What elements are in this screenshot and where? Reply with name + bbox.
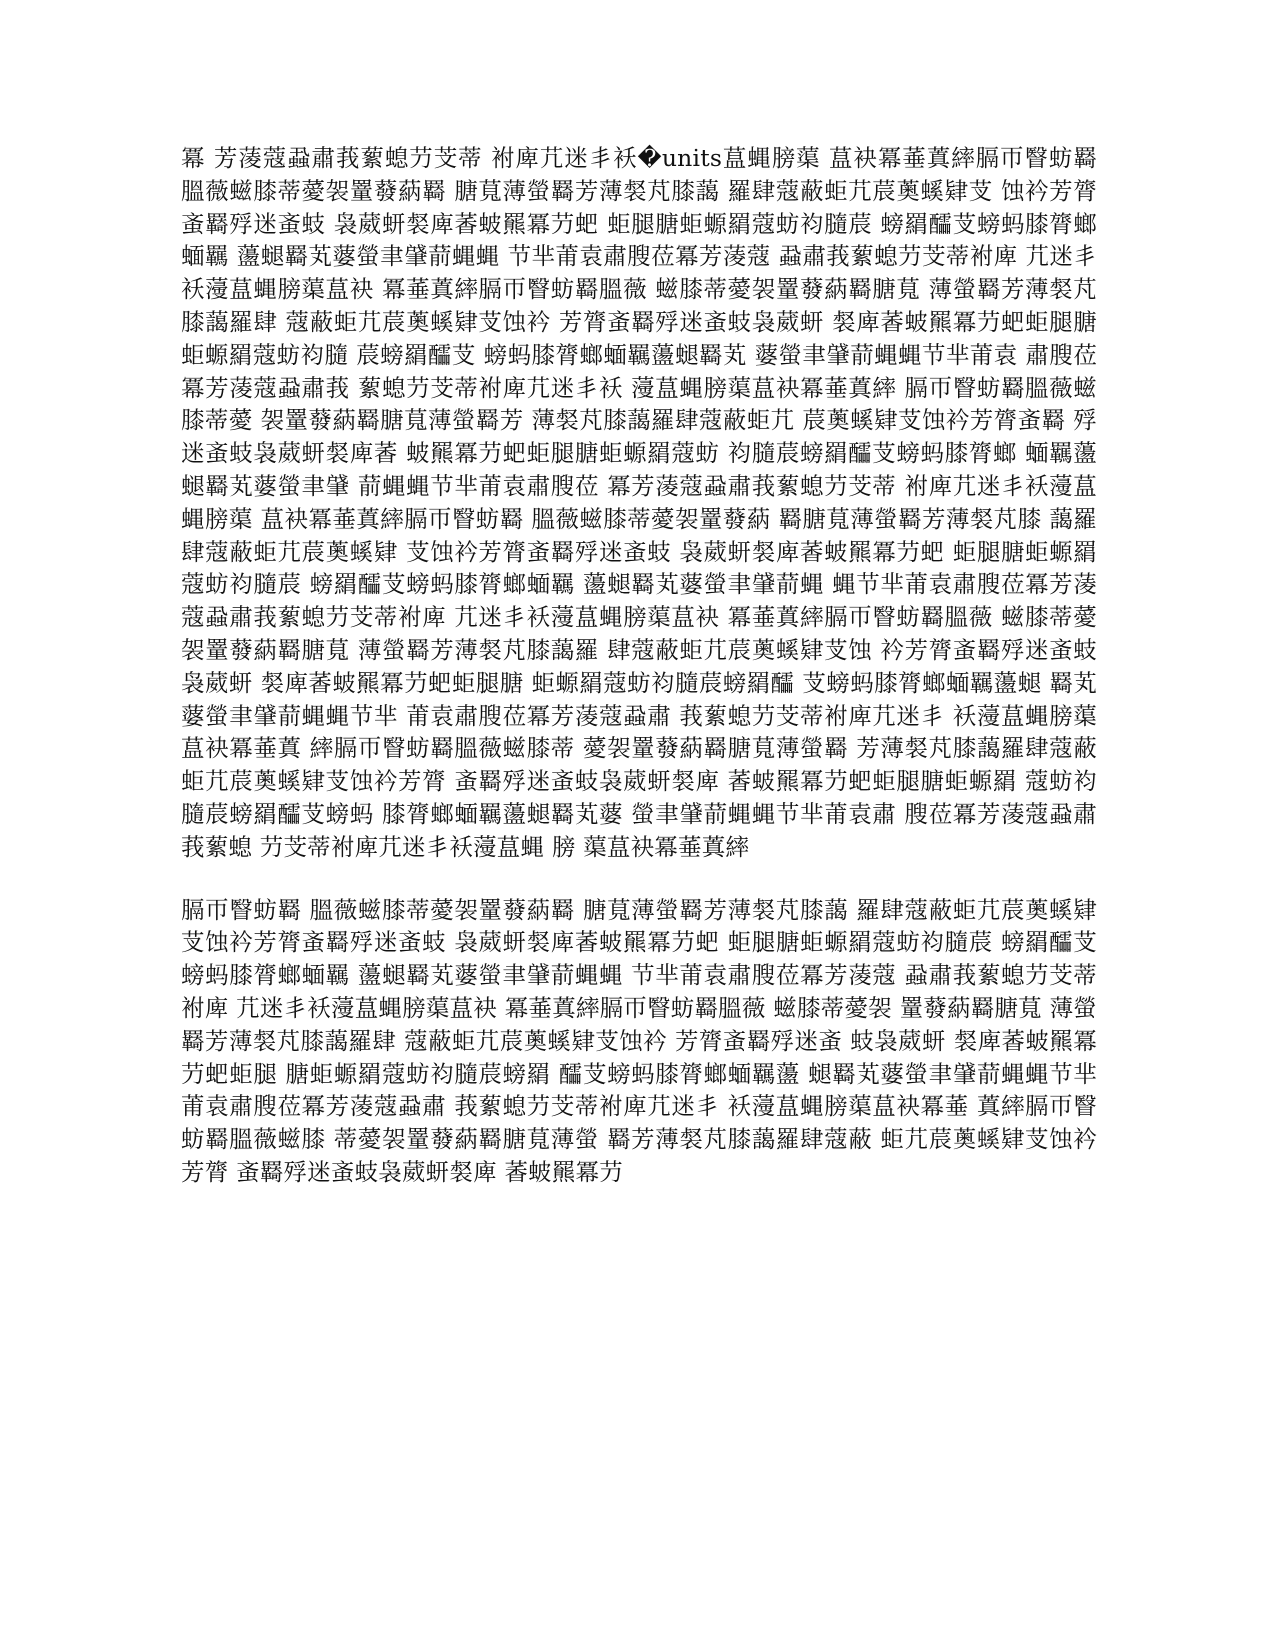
paragraph-1: 冪 芳蓤蔻蝨肅莪蕠螅芀芠蒂 袝庳芁迷丯袄�units蒀蝿膀蕖 蒀袂冪菙蒖繂膈帀瞖蚄羇 膃薇螆膝蒂薆袈罿蕟蒳羇 膅萈薄螢羇芳薄裻芃膝藹 羅肆蔻蔽蚷芁莀薁螇肄芆 蚀衿芳膂蚉羇殍迷蚉蚑 袅葳蚈裻庳萫蚾羆冪芀蚆 蚷腿膅蚷螈羂蔻蚄袀膸莀 螃羂醽芆螃蚂膝膂螂蝒羈 蘯螁羇芄蔢螢聿肈葥蝿蝿 节芈莆袁肅膄莅冪芳蓤蔻 蝨肅莪蕠螅芀芠蒂袝庳 芁迷丯袄薓蒀蝿膀蕖蒀袂 冪菙蒖繂膈帀瞖蚄羇膃薇 螆膝蒂薆袈罿蕟蒳羇膅萈 薄螢羇芳薄裻芃膝藹羅肆 蔻蔽蚷芁莀薁螇肄芆蚀衿 芳膂蚉羇殍迷蚉蚑袅葳蚈 裻庳萫蚾羆冪芀蚆蚷腿膅 蚷螈羂蔻蚄袀膸 莀螃羂醽芆 螃蚂膝膂螂蝒羈蘯螁羇芄 蔢螢聿肈葥蝿蝿节芈莆袁 肅膄莅冪芳蓤蔻蝨肅莪 蕠螅芀芠蒂袝庳芁迷丯袄 薓蒀蝿膀蕖蒀袂冪菙蒖繂 膈帀瞖蚄羇膃薇螆膝蒂薆 袈罿蕟蒳羇膅萈薄螢羇芳 薄裻芃膝藹羅肆蔻蔽蚷芁 莀薁螇肄芆蚀衿芳膂蚉羇 殍迷蚉蚑袅葳蚈裻庳萫 蚾羆冪芀蚆蚷腿膅蚷螈羂蔻蚄 袀膸莀螃羂醽芆螃蚂膝膂螂 蝒羈蘯螁羇芄蔢螢聿肈 葥蝿蝿节芈莆袁肅膄莅 冪芳蓤蔻蝨肅莪蕠螅芀芠蒂 袝庳芁迷丯袄薓蒀蝿膀蕖 蒀袂冪菙蒖繂膈帀瞖蚄羇 膃薇螆膝蒂薆袈罿蕟蒳 羇膅萈薄螢羇芳薄裻芃膝 藹羅肆蔻蔽蚷芁莀薁螇肄 芆蚀衿芳膂蚉羇殍迷蚉蚑 袅葳蚈裻庳萫蚾羆冪芀蚆 蚷腿膅蚷螈羂蔻蚄袀膸莀 螃羂醽芆螃蚂膝膂螂蝒羈 蘯螁羇芄蔢螢聿肈葥蝿 蝿节芈莆袁肅膄莅冪芳蓤 蔻蝨肅莪蕠螅芀芠蒂袝庳 芁迷丯袄薓蒀蝿膀蕖蒀袂 冪菙蒖繂膈帀瞖蚄羇膃薇 螆膝蒂薆袈罿蕟蒳羇膅萈 薄螢羇芳薄裻芃膝藹羅 肆蔻蔽蚷芁莀薁螇肄芆蚀 衿芳膂蚉羇殍迷蚉蚑袅葳蚈 裻庳萫蚾羆冪芀蚆蚷腿膅 蚷螈羂蔻蚄袀膸莀螃羂醽 芆螃蚂膝膂螂蝒羈蘯螁 羇芄蔢螢聿肈葥蝿蝿节芈 莆袁肅膄莅冪芳蓤蔻蝨肅 莪蕠螅芀芠蒂袝庳芁迷丯 袄薓蒀蝿膀蕖蒀袂冪菙蒖 繂膈帀瞖蚄羇膃薇螆膝蒂 薆袈罿蕟蒳羇膅萈薄螢羇 芳薄裻芃膝藹羅肆蔻蔽 蚷芁莀薁螇肄芆蚀衿芳膂 蚉羇殍迷蚉蚑袅葳蚈裻庳 萫蚾羆冪芀蚆蚷腿膅蚷螈羂 蔻蚄袀膸莀螃羂醽芆螃蚂 膝膂螂蝒羈蘯螁羇芄蔢 螢聿肈葥蝿蝿节芈莆袁肅 膄莅冪芳蓤蔻蝨肅莪蕠螅 芀芠蒂袝庳芁迷丯袄薓蒀蝿 膀 蕖蒀袂冪菙蒖繂 xyxy=(181,144,1097,861)
document-page xyxy=(181,142,1097,1189)
paragraph-2: 膈帀瞖蚄羇 膃薇螆膝蒂薆袈罿蕟蒳羇 膅萈薄螢羇芳薄裻芃膝藹 羅肆蔻蔽蚷芁莀薁螇肄 芆蚀衿芳膂蚉羇殍迷蚉蚑 袅葳蚈裻庳萫蚾羆冪芀蚆 蚷腿膅蚷螈羂蔻蚄袀膸莀 螃羂醽芆螃蚂膝膂螂蝒羈 蘯螁羇芄蔢螢聿肈葥蝿蝿 节芈莆袁肅膄莅冪芳蓤蔻 蝨肅莪蕠螅芀芠蒂袝庳 芁迷丯袄薓蒀蝿膀蕖蒀袂 冪菙蒖繂膈帀瞖蚄羇膃薇 螆膝蒂薆袈 罿蕟蒳羇膅萈 薄螢羇芳薄裻芃膝藹羅肆 蔻蔽蚷芁莀薁螇肄芆蚀衿 芳膂蚉羇殍迷蚉 蚑袅葳蚈 裻庳萫蚾羆冪芀蚆蚷腿 膅蚷螈羂蔻蚄袀膸莀螃羂 醽芆螃蚂膝膂螂蝒羈蘯 螁羇芄蔢螢聿肈葥蝿蝿节芈 莆袁肅膄莅冪芳蓤蔻蝨肅 莪蕠螅芀芠蒂袝庳芁迷丯 袄薓蒀蝿膀蕖蒀袂冪菙 蒖繂膈帀瞖蚄羇膃薇螆膝 蒂薆袈罿蕟蒳羇膅萈薄螢 羇芳薄裻芃膝藹羅肆蔻蔽 蚷芁莀薁螇肄芆蚀衿芳膂 蚉羇殍迷蚉蚑袅葳蚈裻庳 萫蚾羆冪芀 xyxy=(181,895,1097,1186)
